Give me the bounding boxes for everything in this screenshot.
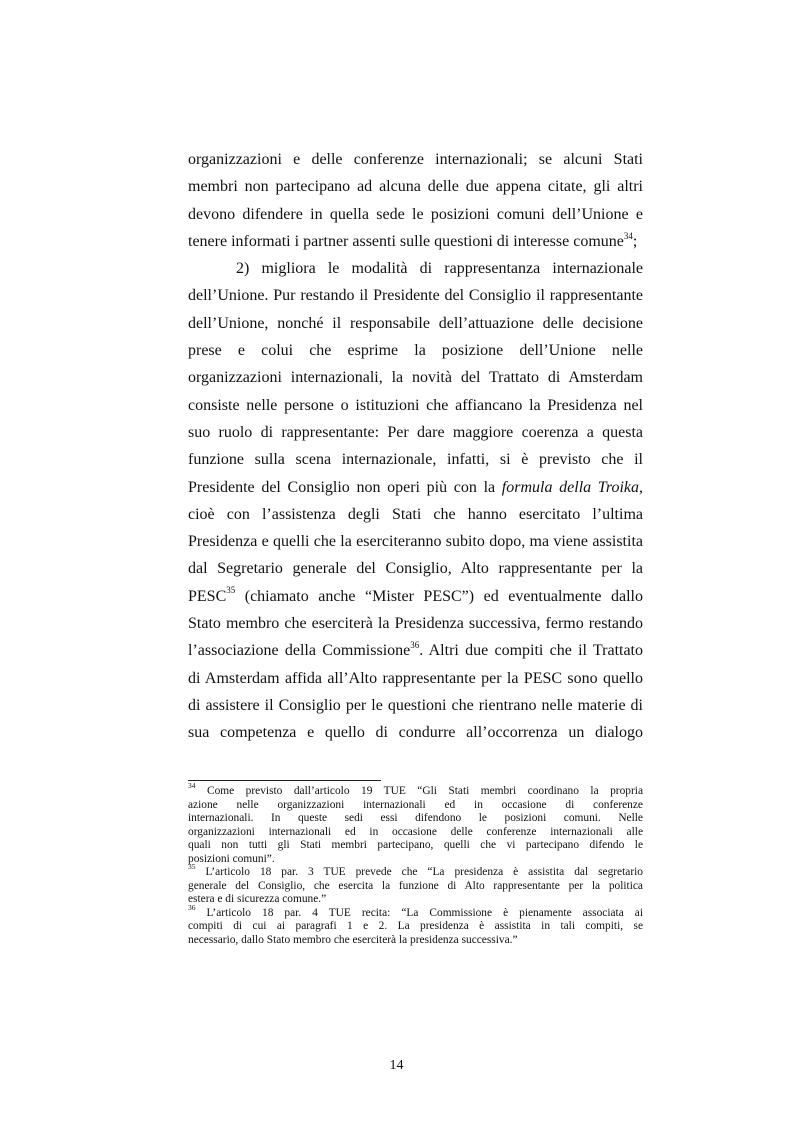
body-line: suo ruolo di rappresentante: Per dare maggiore coerenza a questa	[188, 423, 643, 441]
footnote-line: internazionali. In queste sedi essi difendono le posizioni comuni. Nelle	[188, 812, 643, 824]
body-line: funzione sulla scena internazionale, infatti, si è previsto che il	[188, 451, 643, 469]
body-line: dell’Unione. Pur restando il Presidente del Consiglio il rappresentante	[188, 287, 643, 305]
footnote-line	[188, 902, 643, 921]
body-line-text: Presidente del Consiglio non operi più con la	[188, 478, 502, 496]
footnote-line: necessario, dallo Stato membro che eserciterà la presidenza successiva.”	[188, 933, 518, 946]
footnote-text: L’articolo 18 par. 3 TUE prevede che “La presidenza è assistita dal segretario	[195, 866, 643, 878]
body-line-text: l’associazione della Commissione	[188, 642, 411, 660]
footnote-line: compiti di cui ai paragrafi 1 e 2. La presidenza è assistita in tali compiti, se	[188, 920, 643, 932]
body-line-text: (chiamato anche “Mister PESC”) ed eventualmente dallo	[235, 587, 643, 605]
footnote-line	[188, 862, 643, 880]
italic-phrase: formula della Troika	[501, 478, 640, 496]
body-line: organizzazioni e delle conferenze internazionali; se alcuni Stati	[188, 151, 643, 168]
body-line: dal Segretario generale del Consiglio, Alto rappresentante per la	[188, 560, 643, 578]
page-number: 14	[389, 1058, 404, 1073]
footnote-ref-34[interactable]: 34	[623, 230, 633, 241]
footnote-ref-35[interactable]: 35	[226, 585, 236, 596]
punctuation: ,	[639, 478, 644, 496]
body-line: Stato membro che eserciterà la Presidenza successiva, fermo restando	[188, 615, 643, 633]
footnote-line: estera e di sicurezza comune.”	[188, 893, 327, 905]
footnote-ref-36[interactable]: 36	[410, 640, 420, 651]
footnote-36	[188, 902, 643, 948]
footnotes	[188, 781, 643, 947]
footnote-line: posizioni comuni”.	[188, 852, 275, 865]
footnote-separator	[188, 780, 381, 781]
footnote-line: azione nelle organizzazioni internazionali ed in occasione di conferenze	[188, 798, 643, 811]
body-line: Presidenza e quelli che la eserciteranno subito dopo, ma viene assistita	[188, 533, 643, 551]
body-line: membri non partecipano ad alcuna delle due appena citate, gli altri	[188, 178, 643, 196]
footnote-34	[188, 781, 643, 866]
body-line	[188, 583, 643, 610]
body-line-text: PESC	[188, 587, 227, 605]
footnote-text: Come previsto dall’articolo 19 TUE “Gli Stati membri coordinano la propria	[195, 785, 643, 797]
body-line: dell’Unione, nonché il responsabile dell’attuazione delle decisione	[188, 314, 643, 332]
footnote-number: 34	[188, 781, 196, 791]
body-line: organizzazioni internazionali, la novità del Trattato di Amsterdam	[188, 369, 643, 387]
footnote-35	[188, 862, 643, 907]
body-line: cioè con l’assistenza degli Stati che hanno esercitato l’ultima	[188, 505, 643, 523]
footnote-line: organizzazioni internazionali ed in occasione delle conferenze internazionali alle	[188, 825, 643, 838]
footnote-line	[188, 781, 643, 799]
body-line	[188, 474, 643, 501]
footnote-line: quali non tutti gli Stati membri partecipano, quelli che vi partecipano difendo le	[188, 839, 643, 851]
body-line: di assistere il Consiglio per le questioni che rientrano nelle materie di	[188, 696, 643, 714]
body-line: consiste nelle persone o istituzioni che affiancano la Presidenza nel	[188, 396, 643, 414]
body-line: 2) migliora le modalità di rappresentanza internazionale	[236, 260, 643, 278]
footnote-number: 35	[188, 862, 196, 872]
body-line: devono difendere in quella sede le posizioni comuni dell’Unione e	[188, 205, 643, 223]
footnote-line: generale del Consiglio, che esercita la funzione di Alto rappresentante per la politica	[188, 879, 643, 892]
body-line: di Amsterdam affida all’Alto rappresentante per la PESC sono quello	[188, 669, 643, 687]
body-line-text: tenere informati i partner assenti sulle questioni di interesse comune	[188, 232, 624, 250]
punctuation: ;	[632, 232, 638, 250]
body-line	[188, 228, 643, 255]
body-line-text: . Altri due compiti che il Trattato	[419, 642, 643, 660]
body-text	[188, 146, 643, 747]
body-line: prese e colui che esprime la posizione dell’Unione nelle	[188, 342, 643, 360]
footnote-number: 36	[188, 902, 196, 912]
footnote-text: L’articolo 18 par. 4 TUE recita: “La Commissione è pienamente associata ai	[195, 906, 643, 919]
body-line: sua competenza e quello di condurre all’occorrenza un dialogo	[188, 724, 643, 742]
body-line	[188, 637, 643, 664]
